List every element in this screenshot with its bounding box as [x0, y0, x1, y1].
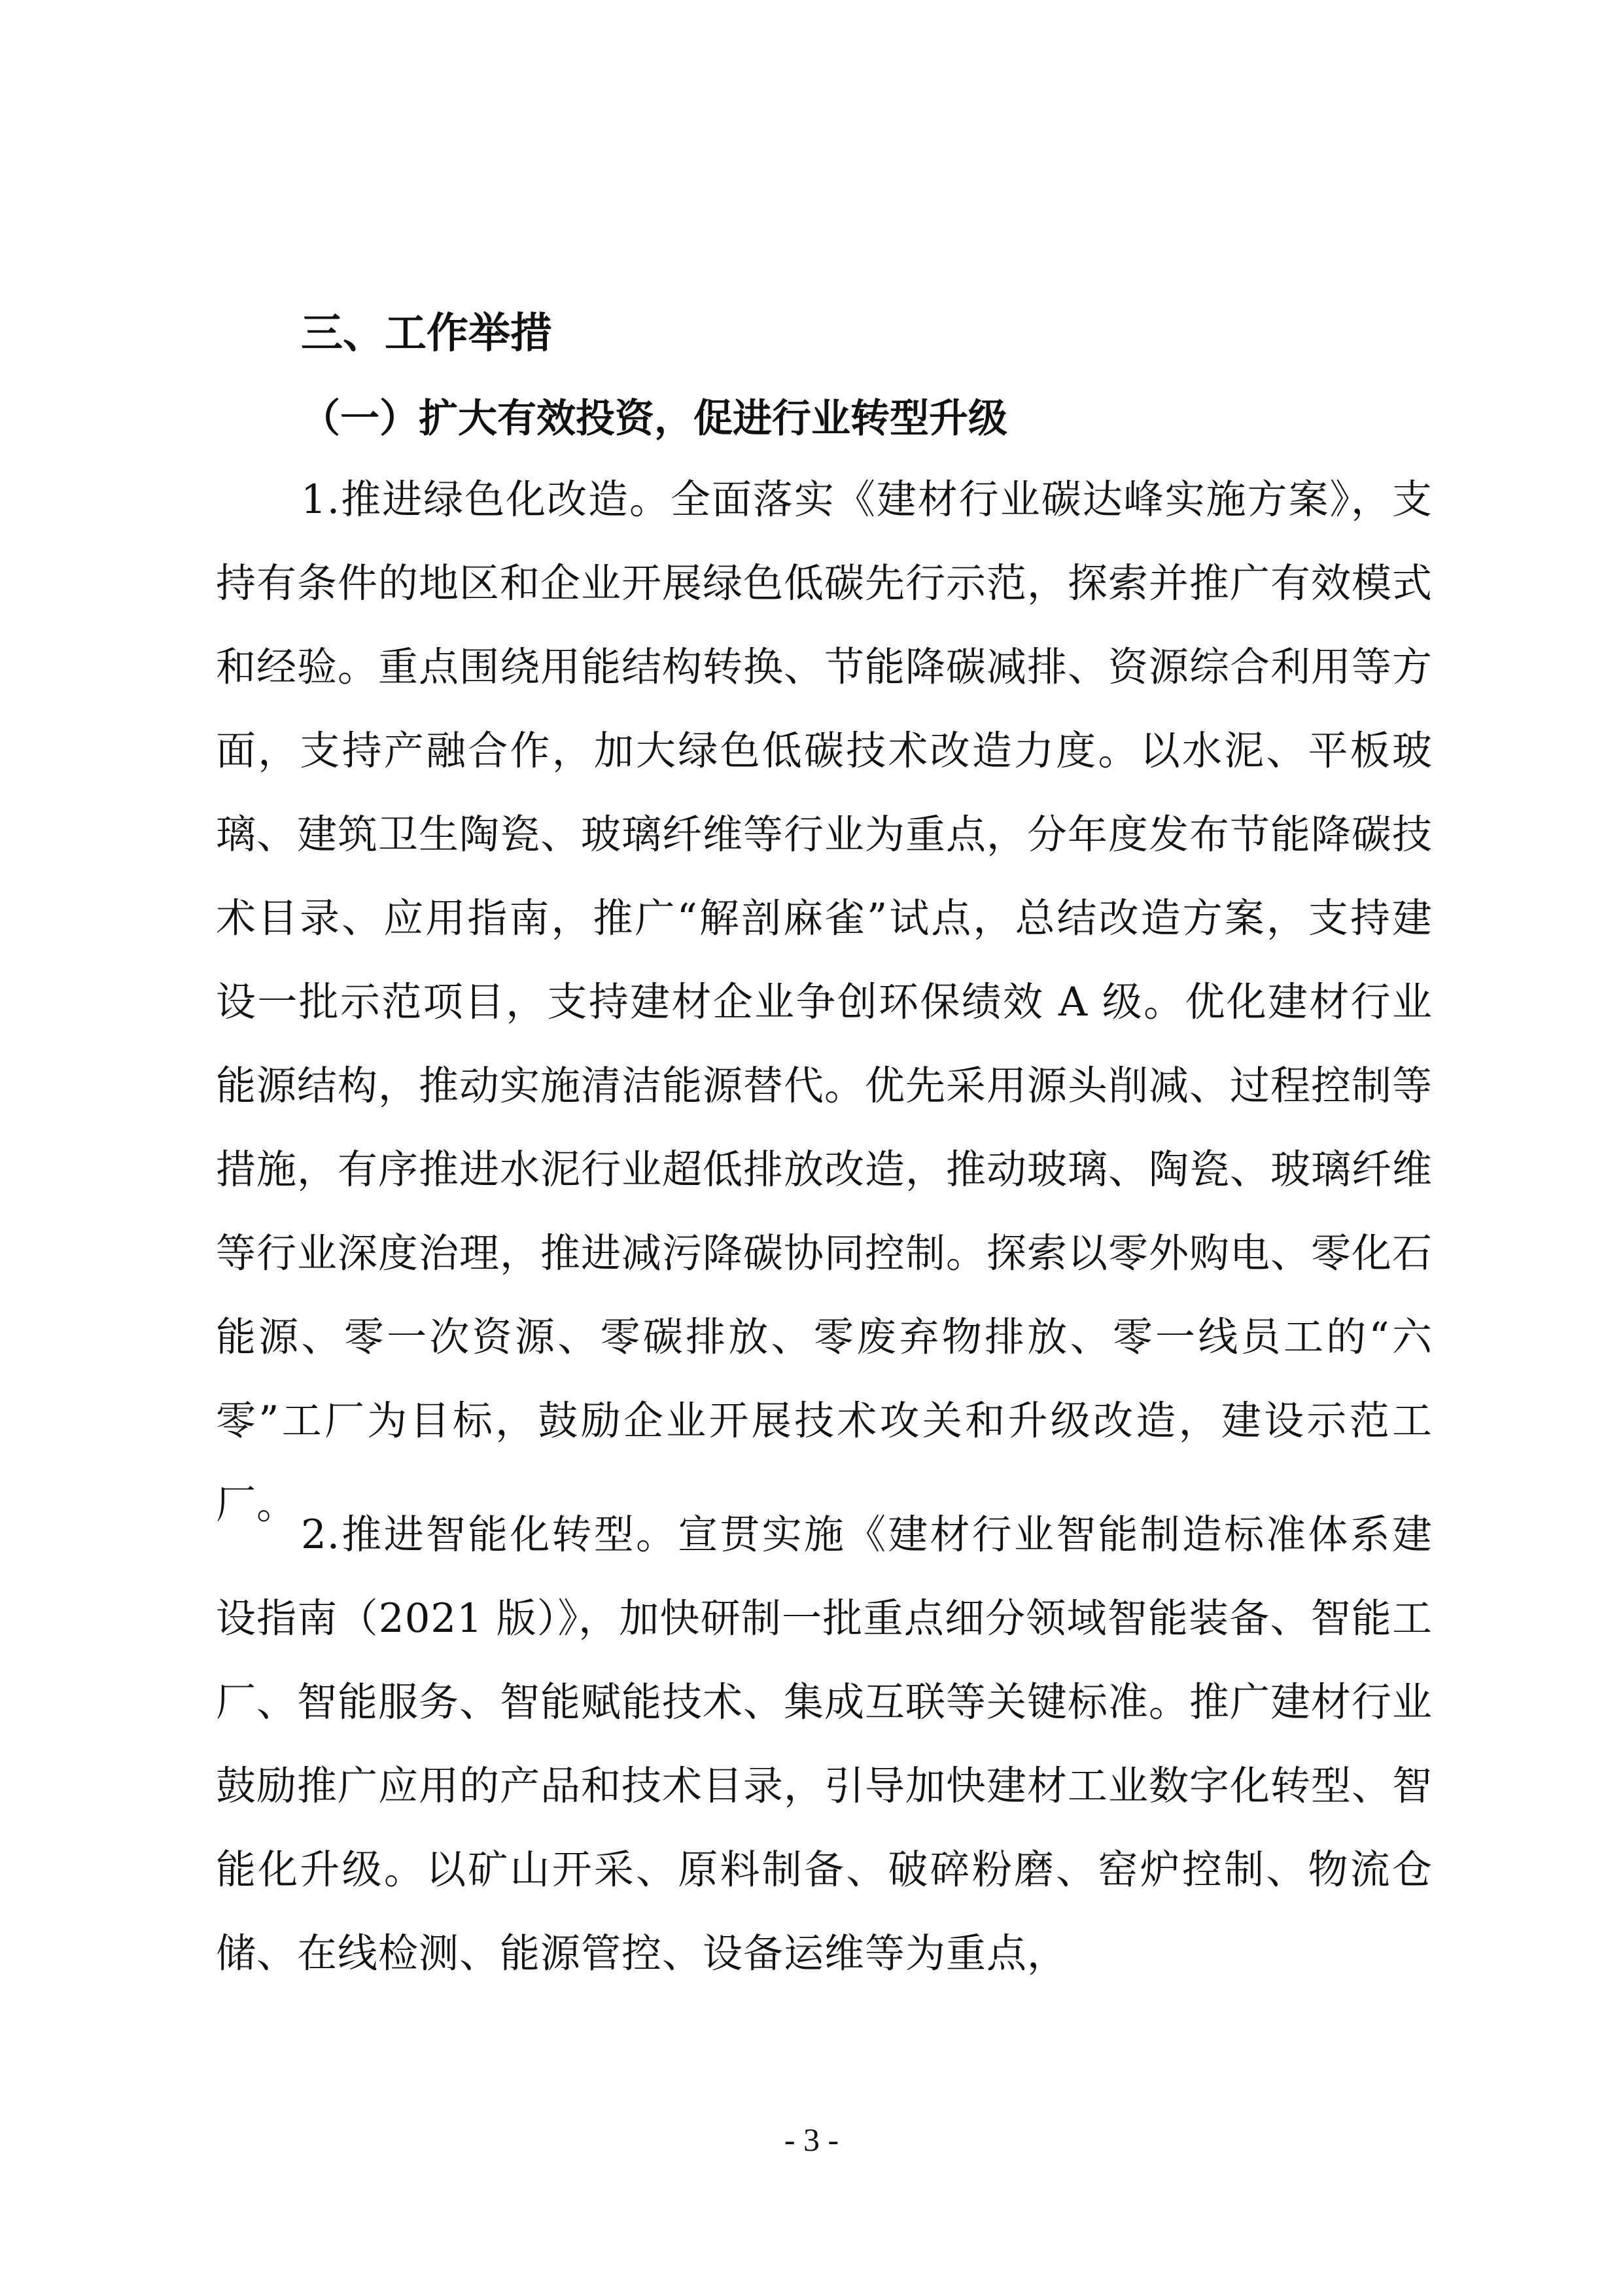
paragraph-smart-transformation: 2.推进智能化转型。宣贯实施《建材行业智能制造标准体系建设指南（2021 版）》，加快研制一批重点细分领域智能装备、智能工厂、智能服务、智能赋能技术、集成互联等关键标准。推广建材行业鼓励推广应用的产品和技术目录，引导加快建材工业数字化转型、智能化升级。以矿山开采、原料制备、破碎粉磨、窑炉控制、物流仓储、在线检测、能源管控、设备运维等为重点，: [216, 1511, 1433, 1977]
page-number: - 3 -: [784, 2121, 839, 2158]
section-heading: 三、工作举措: [301, 309, 552, 358]
subsection-heading: （一）扩大有效投资，促进行业转型升级: [301, 396, 1007, 442]
paragraph-green-transformation: 1.推进绿色化改造。全面落实《建材行业碳达峰实施方案》，支持有条件的地区和企业开展绿色低碳先行示范，探索并推广有效模式和经验。重点围绕用能结构转换、节能降碳减排、资源综合利用等方面，支持产融合作，加大绿色低碳技术改造力度。以水泥、平板玻璃、建筑卫生陶瓷、玻璃纤维等行业为重点，分年度发布节能降碳技术目录、应用指南，推广“解剖麻雀”试点，总结改造方案，支持建设一批示范项目，支持建材企业争创环保绩效 A 级。优化建材行业能源结构，推动实施清洁能源替代。优先采用源头削减、过程控制等措施，有序推进水泥行业超低排放改造，推动玻璃、陶瓷、玻璃纤维等行业深度治理，推进减污降碳协同控制。探索以零外购电、零化石能源、零一次资源、零碳排放、零废弃物排放、零一线员工的“六零”工厂为目标，鼓励企业开展技术攻关和升级改造，建设示范工厂。: [216, 476, 1433, 1528]
